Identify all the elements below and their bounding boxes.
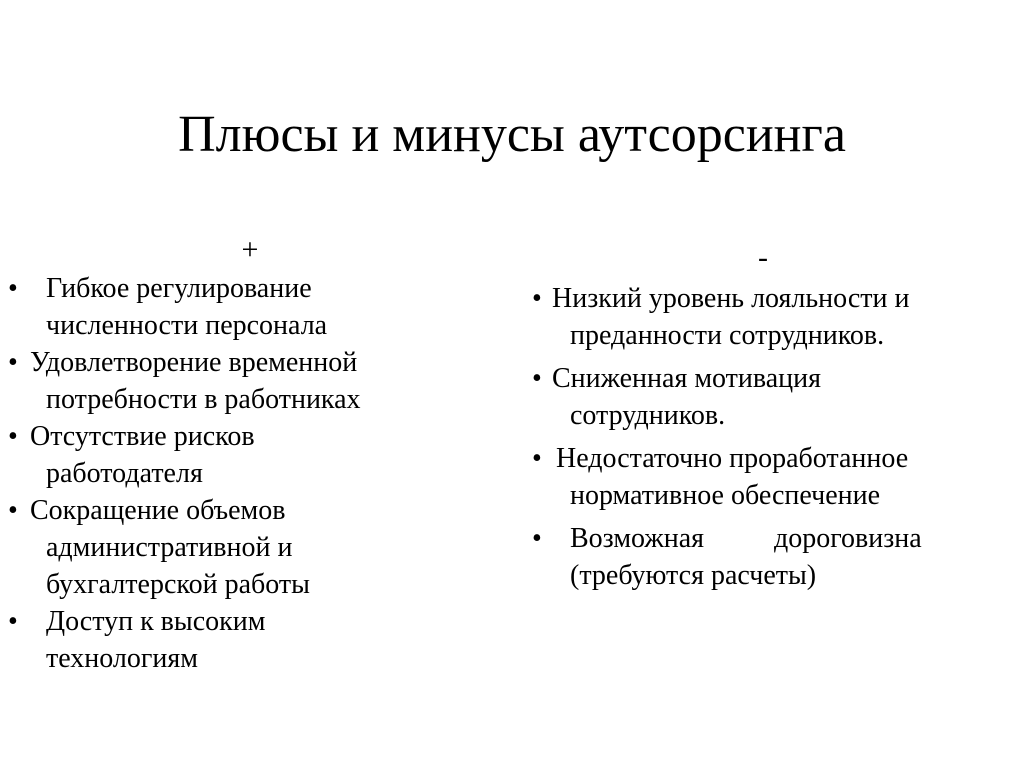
- list-item-line: Удовлетворение временной: [30, 347, 358, 378]
- list-item-line: Сокращение объемов: [30, 495, 286, 526]
- slide-title: Плюсы и минусы аутсорсинга: [178, 106, 846, 163]
- pros-list: [8, 270, 448, 677]
- bullet-icon: •: [532, 363, 542, 394]
- list-item: [532, 440, 1012, 514]
- list-item-line: (требуются расчеты): [570, 560, 817, 591]
- list-item: [8, 418, 448, 492]
- list-item-line: Гибкое регулирование: [46, 273, 312, 304]
- list-item-line: преданности сотрудников.: [570, 320, 885, 351]
- list-item-line: нормативное обеспечение: [570, 480, 881, 511]
- bullet-icon: •: [8, 273, 18, 304]
- bullet-icon: •: [532, 443, 542, 474]
- list-item-line: работодателя: [46, 458, 203, 489]
- list-item-line: бухгалтерской работы: [46, 569, 310, 600]
- bullet-icon: •: [532, 523, 542, 554]
- list-item: [8, 492, 448, 603]
- cons-heading: -: [758, 241, 768, 274]
- list-item-line: Доступ к высоким: [46, 606, 266, 637]
- list-item: [8, 344, 448, 418]
- list-item-line: Низкий уровень лояльности и: [552, 283, 910, 314]
- list-item-line: Недостаточно проработанное: [556, 443, 909, 474]
- list-item-line: Сниженная мотивация: [552, 363, 822, 394]
- bullet-icon: •: [8, 606, 18, 637]
- pros-heading: +: [241, 233, 259, 266]
- list-item-line: потребности в работниках: [46, 384, 361, 415]
- list-item: [8, 270, 448, 344]
- bullet-icon: •: [8, 421, 18, 452]
- list-item: [532, 520, 1012, 594]
- list-item-line: административной и: [46, 532, 293, 563]
- list-item: [8, 603, 448, 677]
- bullet-icon: •: [8, 495, 18, 526]
- bullet-icon: •: [8, 347, 18, 378]
- list-item-line: Отсутствие рисков: [30, 421, 255, 452]
- list-item: [532, 360, 1012, 434]
- list-item-line: численности персонала: [46, 310, 328, 341]
- list-item-line: Возможная дороговизна: [570, 523, 922, 554]
- bullet-icon: •: [532, 283, 542, 314]
- cons-list: [532, 280, 1012, 594]
- list-item-line: сотрудников.: [570, 400, 726, 431]
- list-item-line: технологиям: [46, 643, 198, 674]
- list-item: [532, 280, 1012, 354]
